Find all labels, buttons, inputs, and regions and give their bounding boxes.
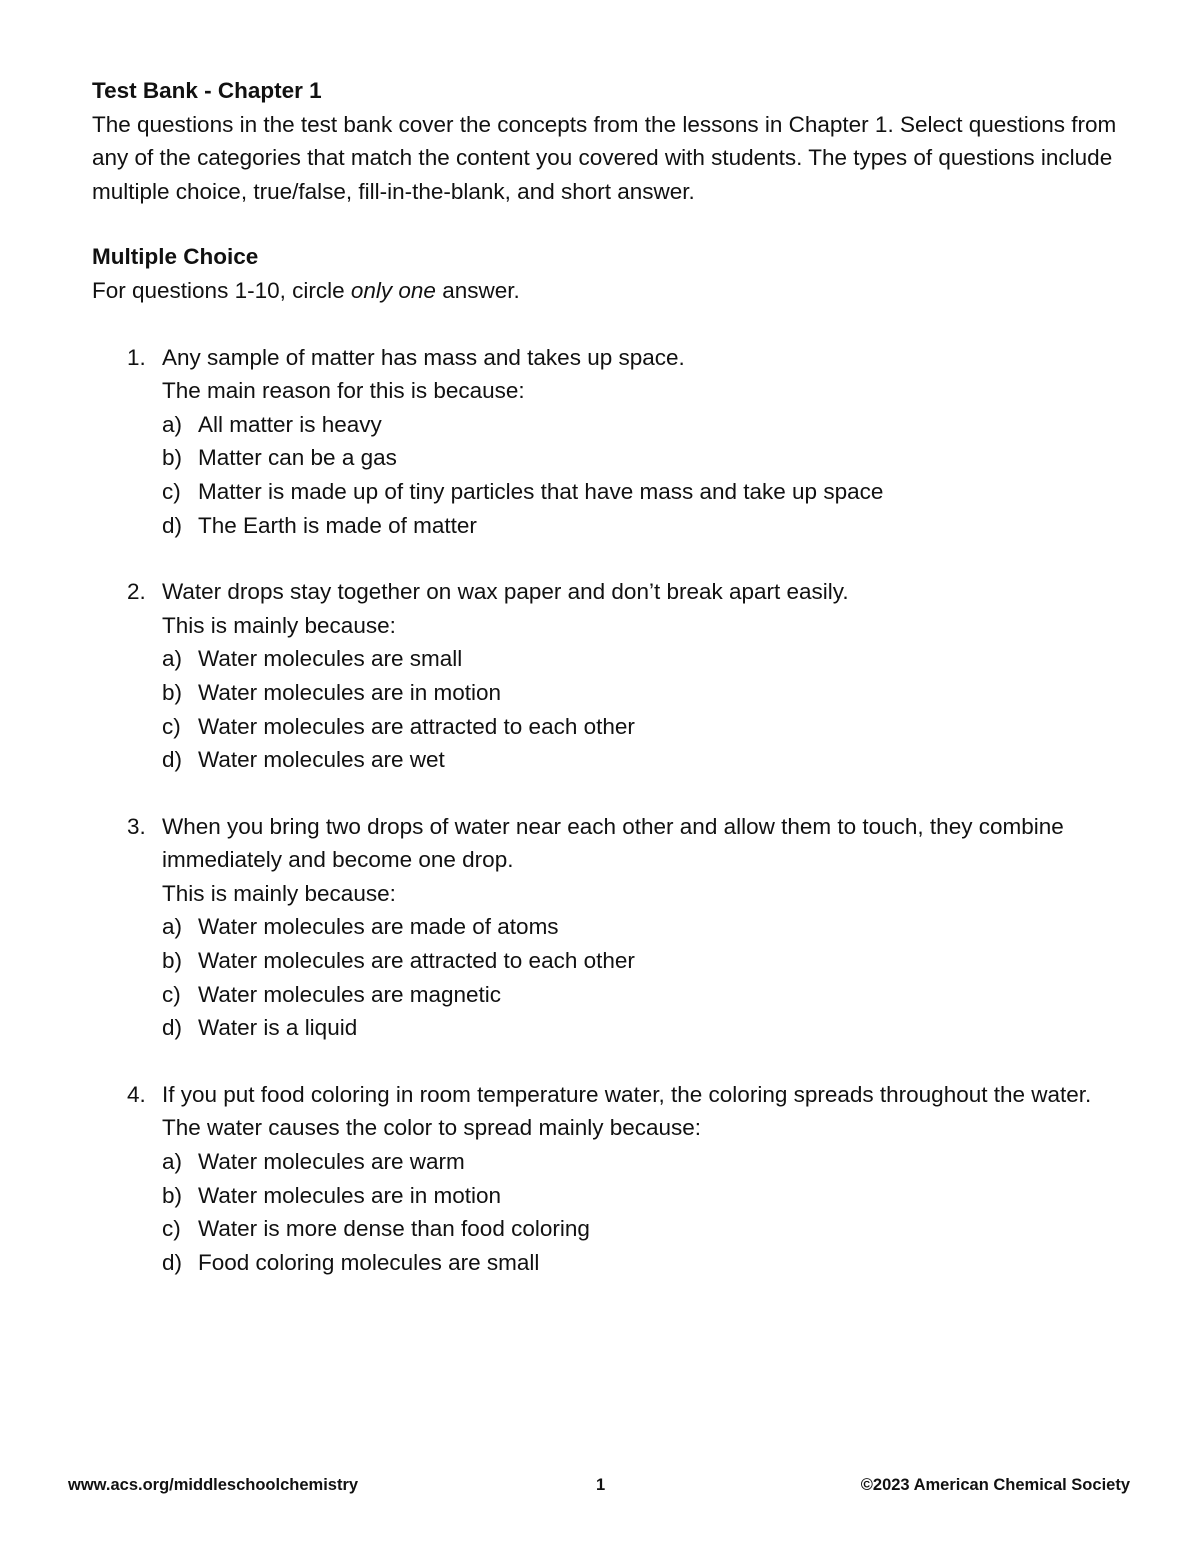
answer-choice[interactable] (162, 1179, 1122, 1213)
choice-text: The Earth is made of matter (198, 512, 477, 538)
question-number: 4. (127, 1081, 146, 1107)
choice-letter: c) (162, 478, 181, 504)
answer-choice[interactable] (162, 408, 1122, 442)
question-number: 2. (127, 579, 146, 605)
question-lead: This is mainly because: (162, 880, 396, 906)
section-title: Multiple Choice (92, 244, 259, 270)
choice-text: Water is a liquid (198, 1015, 358, 1041)
choice-list (162, 1145, 1122, 1279)
choice-text: Water molecules are in motion (198, 1182, 502, 1208)
answer-choice[interactable] (162, 1246, 1122, 1280)
instructions-emphasis: only one (350, 277, 436, 303)
question-text: Water drops stay together on wax paper and don’t break apart easily. (162, 579, 849, 605)
instructions-after: answer. (435, 277, 520, 303)
footer-url[interactable]: www.acs.org/middleschoolchemistry (68, 1476, 359, 1494)
choice-letter: d) (162, 512, 183, 538)
intro-paragraph: The questions in the test bank cover the concepts from the lessons in Chapter 1. Select questions from any of the categories that match the content you covered with students. The types of questions include multiple choice, true/false, fill-in-the-blank, and short answer. (92, 111, 1117, 204)
answer-choice[interactable] (162, 743, 1122, 777)
choice-text: Water molecules are magnetic (198, 981, 502, 1007)
question-text: Any sample of matter has mass and takes up space. (162, 344, 685, 370)
choice-letter: c) (162, 981, 181, 1007)
answer-choice[interactable] (162, 710, 1122, 744)
choice-text: Matter is made up of tiny particles that have mass and take up space (198, 478, 884, 504)
choice-letter: c) (162, 713, 181, 739)
question-list (92, 341, 1122, 1280)
answer-choice[interactable] (162, 475, 1122, 509)
page-number: 1 (596, 1476, 606, 1494)
choice-text: Water molecules are in motion (198, 679, 502, 705)
choice-text: Water molecules are attracted to each other (198, 713, 635, 739)
choice-letter: a) (162, 646, 183, 672)
document-title: Test Bank - Chapter 1 (92, 78, 322, 103)
answer-choice[interactable] (162, 1212, 1122, 1246)
choice-text: Water molecules are small (198, 646, 463, 672)
choice-letter: b) (162, 679, 183, 705)
choice-text: Food coloring molecules are small (198, 1249, 540, 1275)
answer-choice[interactable] (162, 1145, 1122, 1179)
choice-letter: d) (162, 747, 183, 773)
choice-letter: d) (162, 1015, 183, 1041)
choice-text: Water molecules are attracted to each other (198, 948, 635, 974)
choice-letter: b) (162, 1182, 183, 1208)
question-item (92, 341, 1122, 543)
choice-letter: b) (162, 948, 183, 974)
question-item (92, 1078, 1122, 1280)
choice-list (162, 642, 1122, 776)
instructions-before: For questions 1-10, circle (92, 277, 351, 303)
answer-choice[interactable] (162, 944, 1122, 978)
question-text: When you bring two drops of water near each other and allow them to touch, they combine immediately and become one drop. (162, 813, 1064, 873)
answer-choice[interactable] (162, 978, 1122, 1012)
page-footer (68, 1472, 1130, 1498)
answer-choice[interactable] (162, 642, 1122, 676)
choice-list (162, 408, 1122, 542)
question-number: 1. (127, 344, 146, 370)
choice-text: Water molecules are warm (198, 1149, 465, 1175)
answer-choice[interactable] (162, 1011, 1122, 1045)
choice-letter: a) (162, 411, 183, 437)
choice-text: Matter can be a gas (198, 445, 397, 471)
question-lead: This is mainly because: (162, 612, 396, 638)
answer-choice[interactable] (162, 441, 1122, 475)
question-item (92, 575, 1122, 777)
choice-letter: a) (162, 914, 183, 940)
choice-text: Water is more dense than food coloring (198, 1216, 590, 1242)
choice-text: Water molecules are made of atoms (198, 914, 559, 940)
choice-letter: a) (162, 1149, 183, 1175)
section-instructions (92, 274, 1122, 308)
choice-letter: b) (162, 445, 183, 471)
choice-letter: c) (162, 1216, 181, 1242)
question-lead: The main reason for this is because: (162, 378, 525, 404)
choice-list (162, 910, 1122, 1044)
footer-copyright: ©2023 American Chemical Society (860, 1476, 1130, 1494)
page-content (92, 74, 1122, 1312)
question-number: 3. (127, 813, 146, 839)
answer-choice[interactable] (162, 509, 1122, 543)
answer-choice[interactable] (162, 676, 1122, 710)
choice-letter: d) (162, 1249, 183, 1275)
answer-choice[interactable] (162, 910, 1122, 944)
choice-text: Water molecules are wet (198, 747, 445, 773)
choice-text: All matter is heavy (198, 411, 382, 437)
question-text: If you put food coloring in room temperature water, the coloring spreads throughout the water. The water causes the color to spread mainly because: (162, 1081, 1092, 1141)
question-item (92, 810, 1122, 1045)
